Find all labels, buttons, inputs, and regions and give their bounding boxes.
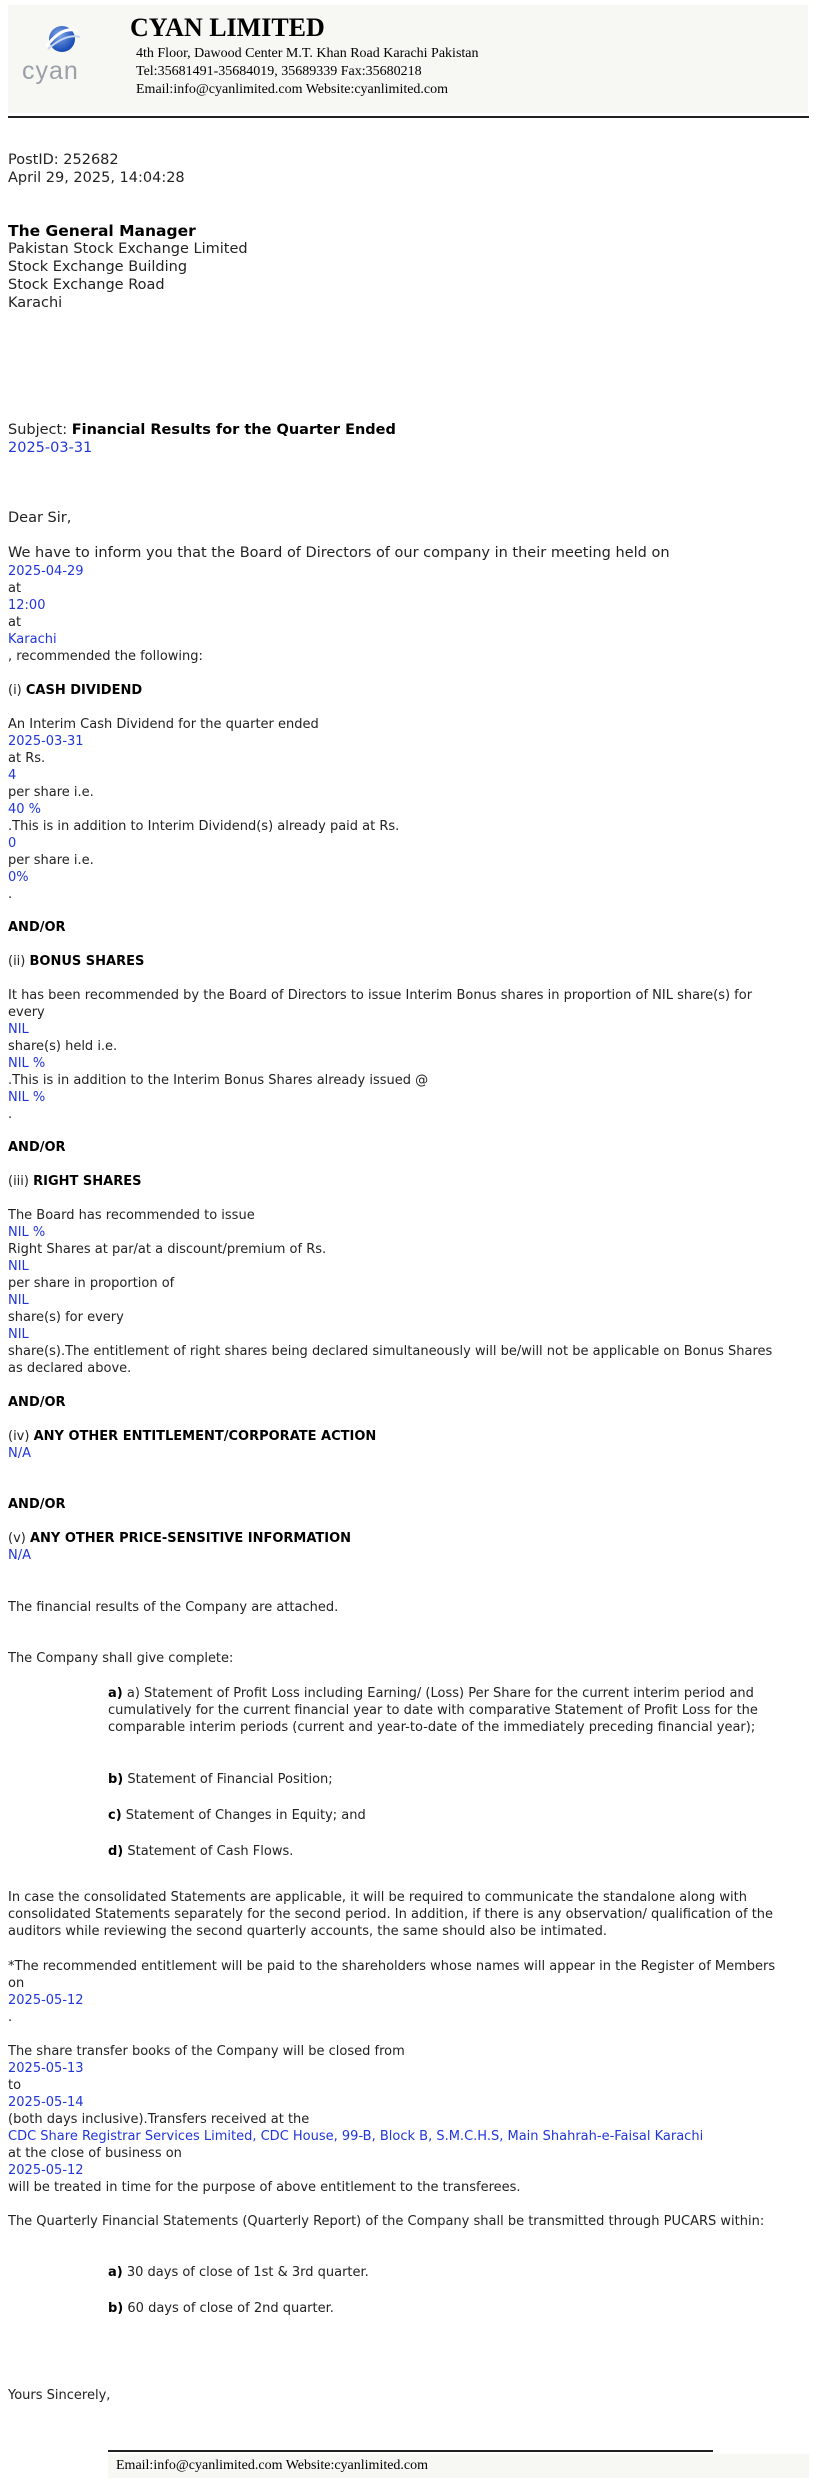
cash-per-share: per share i.e. xyxy=(8,853,94,868)
subject-label: Subject: xyxy=(8,422,72,438)
right-value: NIL xyxy=(8,1259,29,1274)
right-value: NIL xyxy=(8,1327,29,1342)
meeting-date: 2025-04-29 xyxy=(8,564,84,579)
complete-item: d) Statement of Cash Flows. xyxy=(108,1844,294,1859)
bonus-end: . xyxy=(8,1107,13,1122)
books-section xyxy=(8,2043,793,2196)
header-divider xyxy=(8,116,809,118)
cash-paid-percent: 0% xyxy=(8,870,29,885)
right-line: per share in proportion of xyxy=(8,1276,175,1291)
footer-contact: Email:info@cyanlimited.com Website:cyanlimited.com xyxy=(116,2458,429,2473)
recipient-line: Stock Exchange Road xyxy=(8,277,165,293)
letterhead xyxy=(8,5,808,113)
right-details xyxy=(8,1207,788,1377)
bonus-section xyxy=(8,953,144,970)
results-attached: The financial results of the Company are attached. xyxy=(8,1600,339,1615)
right-section xyxy=(8,1173,141,1190)
complete-intro: The Company shall give complete: xyxy=(8,1651,234,1666)
post-id: PostID: 252682 xyxy=(8,152,119,168)
register-text: *The recommended entitlement will be paid to the shareholders whose names will appear in the Register of Members on xyxy=(8,1959,776,1991)
subject-text: Financial Results for the Quarter Ended xyxy=(71,422,396,438)
post-meta xyxy=(8,151,185,187)
bonus-addition: .This is in addition to the Interim Bonus Shares already issued @ xyxy=(8,1073,429,1088)
and-or-label: AND/OR xyxy=(8,1140,66,1155)
pucars-text: The Quarterly Financial Statements (Quarterly Report) of the Company shall be transmitted through PUCARS within: xyxy=(8,2214,765,2229)
cash-date: 2025-03-31 xyxy=(8,734,84,749)
meeting-time: 12:00 xyxy=(8,598,46,613)
other-info-section xyxy=(8,1530,351,1564)
bonus-value: NIL xyxy=(8,1022,29,1037)
register-end: . xyxy=(8,2010,13,2025)
pucars-item: a) 30 days of close of 1st & 3rd quarter. xyxy=(108,2265,369,2280)
other-info-heading: (v) ANY OTHER PRICE-SENSITIVE INFORMATION xyxy=(8,1531,352,1546)
register-date: 2025-05-12 xyxy=(8,1993,84,2008)
bonus-line: It has been recommended by the Board of Directors to issue Interim Bonus shares in proportion of NIL share(s) for every xyxy=(8,988,753,1020)
intro-text: We have to inform you that the Board of Directors of our company in their meeting held on xyxy=(8,545,670,561)
bonus-value: NIL % xyxy=(8,1090,46,1105)
books-close-date: 2025-05-12 xyxy=(8,2163,84,2178)
cash-end: . xyxy=(8,887,13,902)
recipient-title: The General Manager xyxy=(8,222,196,240)
other-entitlement-section xyxy=(8,1428,376,1462)
subject-date: 2025-03-31 xyxy=(8,440,93,456)
cash-dividend-section xyxy=(8,682,142,699)
subject xyxy=(8,421,396,457)
registrar-address: CDC Share Registrar Services Limited, CDC House, 99-B, Block B, S.M.C.H.S, Main Shahrah-e-Faisal Karachi xyxy=(8,2129,704,2144)
books-from-date: 2025-05-13 xyxy=(8,2061,84,2076)
bonus-held: share(s) held i.e. xyxy=(8,1039,118,1054)
at-label: at xyxy=(8,581,22,596)
cash-addition: .This is in addition to Interim Dividend(s) already paid at Rs. xyxy=(8,819,400,834)
register-section xyxy=(8,1958,793,2026)
right-value: NIL % xyxy=(8,1225,46,1240)
cash-amount: 4 xyxy=(8,768,17,783)
books-to-date: 2025-05-14 xyxy=(8,2095,84,2110)
right-line: The Board has recommended to issue xyxy=(8,1208,255,1223)
complete-item: b) Statement of Financial Position; xyxy=(108,1772,333,1787)
other-entitlement-heading: (iv) ANY OTHER ENTITLEMENT/CORPORATE ACTION xyxy=(8,1429,377,1444)
cyan-logo xyxy=(16,19,86,89)
recipient-line: Stock Exchange Building xyxy=(8,259,188,275)
company-address: 4th Floor, Dawood Center M.T. Khan Road Karachi Pakistan xyxy=(136,46,479,61)
company-name: CYAN LIMITED xyxy=(130,13,325,42)
right-line: share(s) for every xyxy=(8,1310,124,1325)
books-tail: will be treated in time for the purpose of above entitlement to the transferees. xyxy=(8,2180,521,2195)
logo-text: cyan xyxy=(22,57,79,85)
bonus-details xyxy=(8,987,788,1123)
right-line: share(s).The entitlement of right shares being declared simultaneously will be/will not be applicable on Bonus Shares as declared above. xyxy=(8,1344,773,1376)
intro-details xyxy=(8,563,203,665)
at-label: at xyxy=(8,615,22,630)
cash-dividend-details xyxy=(8,716,399,903)
books-to-label: to xyxy=(8,2078,22,2093)
complete-item: a) a) Statement of Profit Loss including Earning/ (Loss) Per Share for the current interim period and cumulatively for the current financial year to date with comparative Statement of Profit Loss for the comparable interim periods (current and year-to-date of the immediately preceding financial year); xyxy=(108,1686,758,1735)
cash-line: An Interim Cash Dividend for the quarter ended xyxy=(8,717,319,732)
closing: Yours Sincerely, xyxy=(8,2388,111,2403)
complete-item: c) Statement of Changes in Equity; and xyxy=(108,1808,366,1823)
footer-divider xyxy=(108,2450,713,2452)
right-heading: (iii) RIGHT SHARES xyxy=(8,1174,142,1189)
greeting: Dear Sir, xyxy=(8,510,72,526)
cash-at-rs: at Rs. xyxy=(8,751,46,766)
meeting-place: Karachi xyxy=(8,632,57,647)
bonus-heading: (ii) BONUS SHARES xyxy=(8,954,145,969)
company-email: Email:info@cyanlimited.com Website:cyanlimited.com xyxy=(136,82,449,97)
post-date: April 29, 2025, 14:04:28 xyxy=(8,170,185,186)
intro-tail: , recommended the following: xyxy=(8,649,203,664)
and-or-label: AND/OR xyxy=(8,920,66,935)
right-line: Right Shares at par/at a discount/premium of Rs. xyxy=(8,1242,327,1257)
intro xyxy=(8,544,670,562)
cash-percent: 40 % xyxy=(8,802,42,817)
recipient-line: Karachi xyxy=(8,295,63,311)
footer-bar xyxy=(108,2454,809,2478)
pucars-item: b) 60 days of close of 2nd quarter. xyxy=(108,2301,334,2316)
other-entitlement-value: N/A xyxy=(8,1446,31,1461)
and-or-label: AND/OR xyxy=(8,1497,66,1512)
recipient xyxy=(8,222,248,312)
books-close: at the close of business on xyxy=(8,2146,182,2161)
consolidated-note: In case the consolidated Statements are applicable, it will be required to communicate the standalone along with consolidated Statements separately for the second period. In addition, if there is any observation/ qualification of the auditors while reviewing the second quarterly accounts, the same should also be intimated. xyxy=(8,1890,774,1939)
books-inclusive: (both days inclusive).Transfers received at the xyxy=(8,2112,310,2127)
right-value: NIL xyxy=(8,1293,29,1308)
and-or-label: AND/OR xyxy=(8,1395,66,1410)
recipient-line: Pakistan Stock Exchange Limited xyxy=(8,241,248,257)
company-tel: Tel:35681491-35684019, 35689339 Fax:35680218 xyxy=(136,64,422,79)
other-info-value: N/A xyxy=(8,1548,31,1563)
cash-paid: 0 xyxy=(8,836,17,851)
books-text: The share transfer books of the Company will be closed from xyxy=(8,2044,405,2059)
bonus-value: NIL % xyxy=(8,1056,46,1071)
cash-heading: (i) CASH DIVIDEND xyxy=(8,683,143,698)
cash-per-share: per share i.e. xyxy=(8,785,94,800)
